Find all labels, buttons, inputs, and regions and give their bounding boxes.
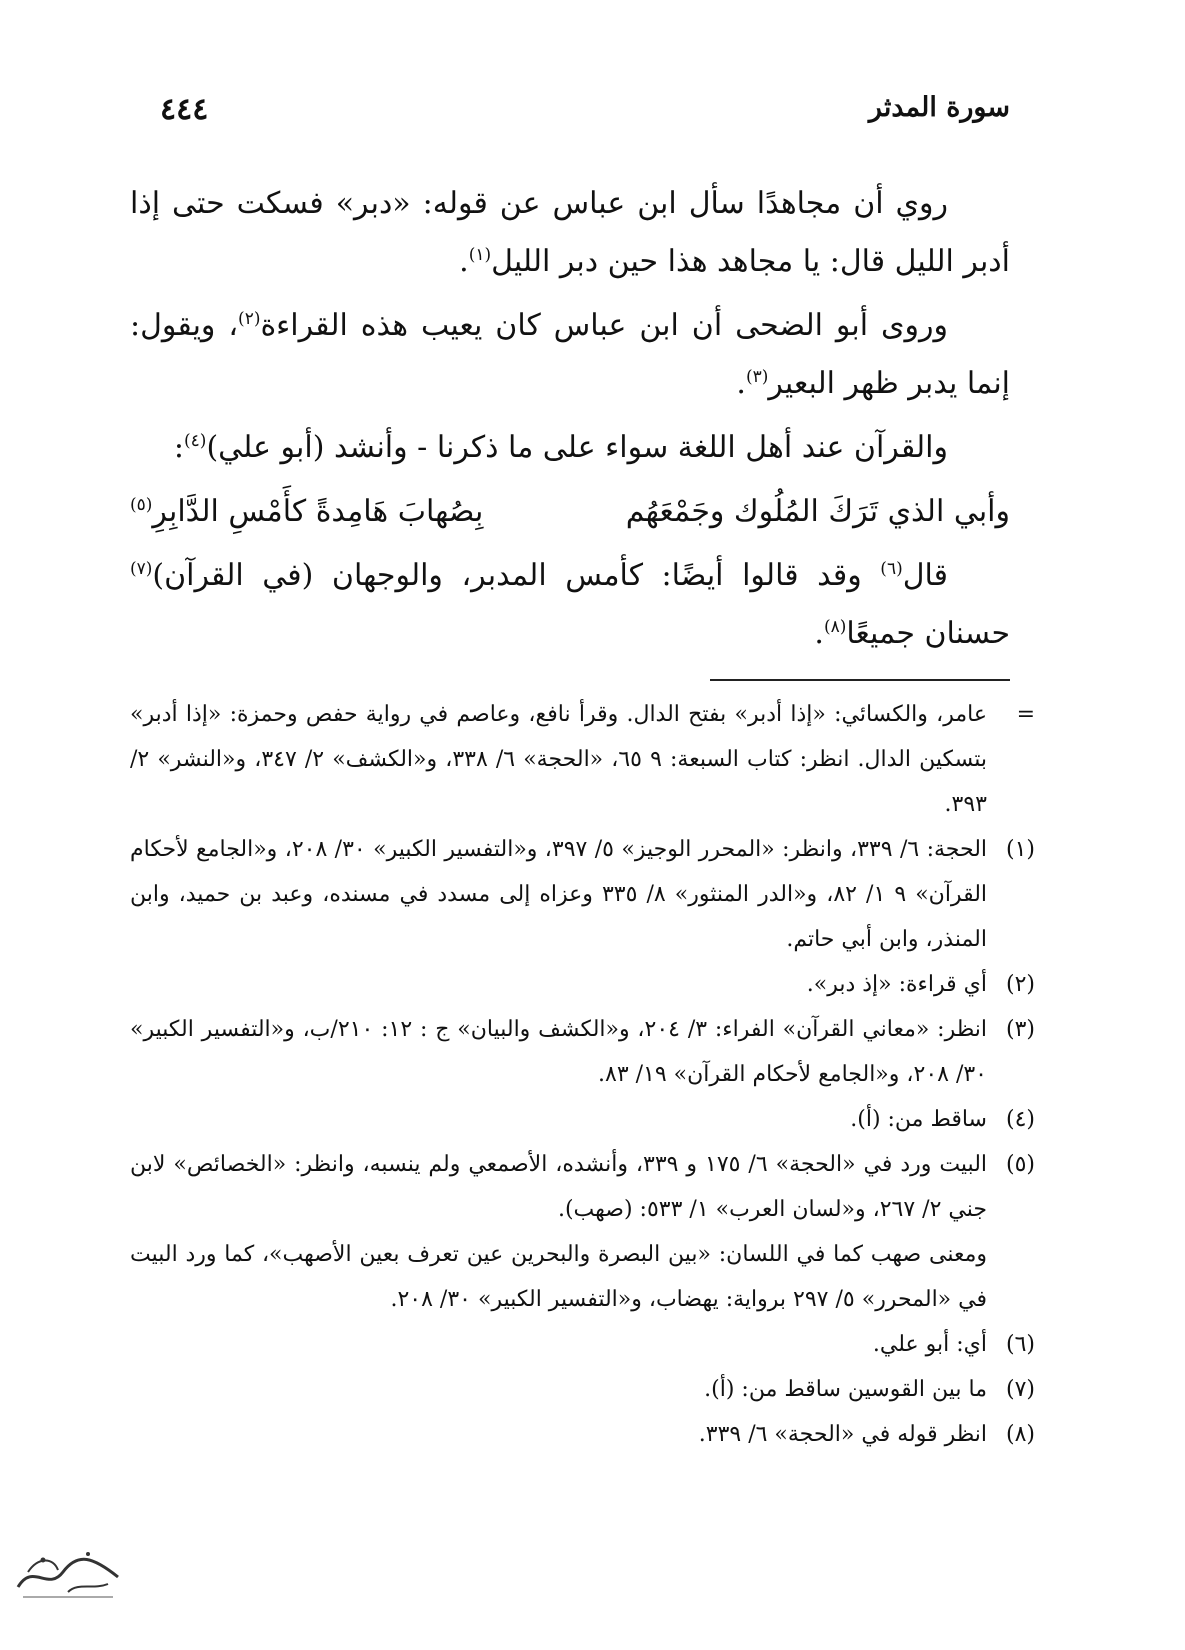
footnote-text: انظر قوله في «الحجة» ٦/ ٣٣٩. bbox=[698, 1422, 987, 1447]
footnote-1 bbox=[130, 827, 1035, 962]
paragraph-1: روي أن مجاهدًا سأل ابن عباس عن قوله: «دبر» فسكت حتى إذا أدبر الليل قال: يا مجاهد هذا حين دبر الليل$^{(١)}$. bbox=[130, 186, 1010, 279]
footnote-text: ما بين القوسين ساقط من: (أ). bbox=[704, 1377, 987, 1402]
footnote-text: أي: أبو علي. bbox=[872, 1332, 987, 1357]
footnote-mark: = bbox=[1016, 702, 1035, 727]
footnote-2 bbox=[130, 962, 1035, 1007]
verse-first-hemistich: وأبي الذي تَرَكَ المُلُوك وجَمْعَهُم bbox=[625, 494, 1010, 529]
footnote-ref-3[interactable]: (٣) bbox=[745, 367, 769, 387]
verse-second-hemistich: بِصُهابَ هَامِدةً كأَمْسِ الدَّابِرِ$^{(٥)}$ bbox=[130, 494, 484, 529]
footnote-8 bbox=[130, 1412, 1035, 1457]
footnote-ref-2[interactable]: (٢) bbox=[238, 309, 261, 329]
footnote-ref-7[interactable]: (٧) bbox=[130, 559, 153, 579]
footnote-text: انظر: «معاني القرآن» الفراء: ٣/ ٢٠٤، و«الكشف والبيان» ج : ١٢: ٢١٠/ب، و«التفسير الكبير» ٣٠/ ٢٠٨، و«الجامع لأحكام القرآن» ١٩/ ٨٣. bbox=[130, 1017, 988, 1087]
footnote-ref-1[interactable]: (١) bbox=[468, 245, 492, 265]
footnote-4 bbox=[130, 1097, 1035, 1142]
footnote-mark: (٧) bbox=[1005, 1377, 1035, 1402]
main-text bbox=[130, 175, 1010, 669]
paragraph-2: وروى أبو الضحى أن ابن عباس كان يعيب هذه القراءة$^{(٢)}$، ويقول: إنما يدبر ظهر البعير$^{(٣)}$. bbox=[130, 308, 1010, 401]
page-header bbox=[160, 92, 1010, 142]
footnote-3 bbox=[130, 1007, 1035, 1097]
footnote-text: البيت ورد في «الحجة» ٦/ ١٧٥ و ٣٣٩، وأنشده، الأصمعي ولم ينسبه، وانظر: «الخصائص» لابن جني ٢/ ٢٦٧، و«لسان العرب» ١/ ٥٣٣: (صهب). bbox=[130, 1152, 988, 1222]
footnote-5-continuation: ومعنى صهب كما في اللسان: «بين البصرة والبحرين عين تعرف بعين الأصهب»، كما ورد البيت في «المحرر» ٥/ ٢٩٧ برواية: يهضاب، و«التفسير الكبير» ٣٠/ ٢٠٨. bbox=[130, 1242, 987, 1312]
footnote-mark: (٦) bbox=[1005, 1332, 1035, 1357]
watermark-logo bbox=[8, 1542, 128, 1602]
footnote-5 bbox=[130, 1142, 1035, 1232]
poetry-verse bbox=[130, 483, 1010, 541]
footnote-ref-5[interactable]: (٥) bbox=[130, 495, 153, 515]
footnote-text: عامر، والكسائي: «إذا أدبر» بفتح الدال. وقرأ نافع، وعاصم في رواية حفص وحمزة: «إذا أدبر» بتسكين الدال. انظر: كتاب السبعة: ٩ ٦٥، «الحجة» ٦/ ٣٣٨، و«الكشف» ٢/ ٣٤٧، و«النشر» ٢/ ٣٩٣. bbox=[130, 702, 988, 817]
footnote-text: الحجة: ٦/ ٣٣٩، وانظر: «المحرر الوجيز» ٥/ ٣٩٧، و«التفسير الكبير» ٣٠/ ٢٠٨، و«الجامع لأحكام القرآن» ٩ ١/ ٨٢، و«الدر المنثور» ٨/ ٣٣٥ وعزاه إلى مسدد في مسنده، وعبد بن حميد، وابن المنذر، وابن أبي حاتم. bbox=[130, 837, 988, 952]
footnote-ref-8[interactable]: (٨) bbox=[823, 617, 847, 637]
footnote-ref-6[interactable]: (٦) bbox=[880, 559, 903, 579]
footnote-mark: (٤) bbox=[1005, 1107, 1035, 1132]
paragraph-3: والقرآن عند أهل اللغة سواء على ما ذكرنا - وأنشد (أبو علي)$^{(٤)}$: bbox=[173, 430, 948, 465]
footnote-mark: (٥) bbox=[1005, 1152, 1035, 1177]
footnote-text: ساقط من: (أ). bbox=[850, 1107, 987, 1132]
footnotes bbox=[130, 692, 1035, 1457]
surah-title: سورة المدثر bbox=[868, 92, 1010, 123]
footnote-separator bbox=[710, 679, 1010, 681]
footnote-7 bbox=[130, 1367, 1035, 1412]
footnote-text: أي قراءة: «إذ دبر». bbox=[806, 972, 987, 997]
footnote-6 bbox=[130, 1322, 1035, 1367]
footnote-mark: (٢) bbox=[1005, 972, 1035, 997]
footnote-mark: (٨) bbox=[1005, 1422, 1035, 1447]
footnote-mark: (١) bbox=[1005, 837, 1035, 862]
footnote-mark: (٣) bbox=[1005, 1017, 1035, 1042]
footnote-continuation bbox=[130, 692, 1035, 827]
page-number: ٤٤٤ bbox=[160, 92, 209, 127]
paragraph-4: قال$^{(٦)}$ وقد قالوا أيضًا: كأمس المدبر، والوجهان (في القرآن)$^{(٧)}$ حسنان جميعًا$^{(٨)}$. bbox=[130, 558, 1010, 651]
footnote-ref-4[interactable]: (٤) bbox=[184, 431, 207, 451]
